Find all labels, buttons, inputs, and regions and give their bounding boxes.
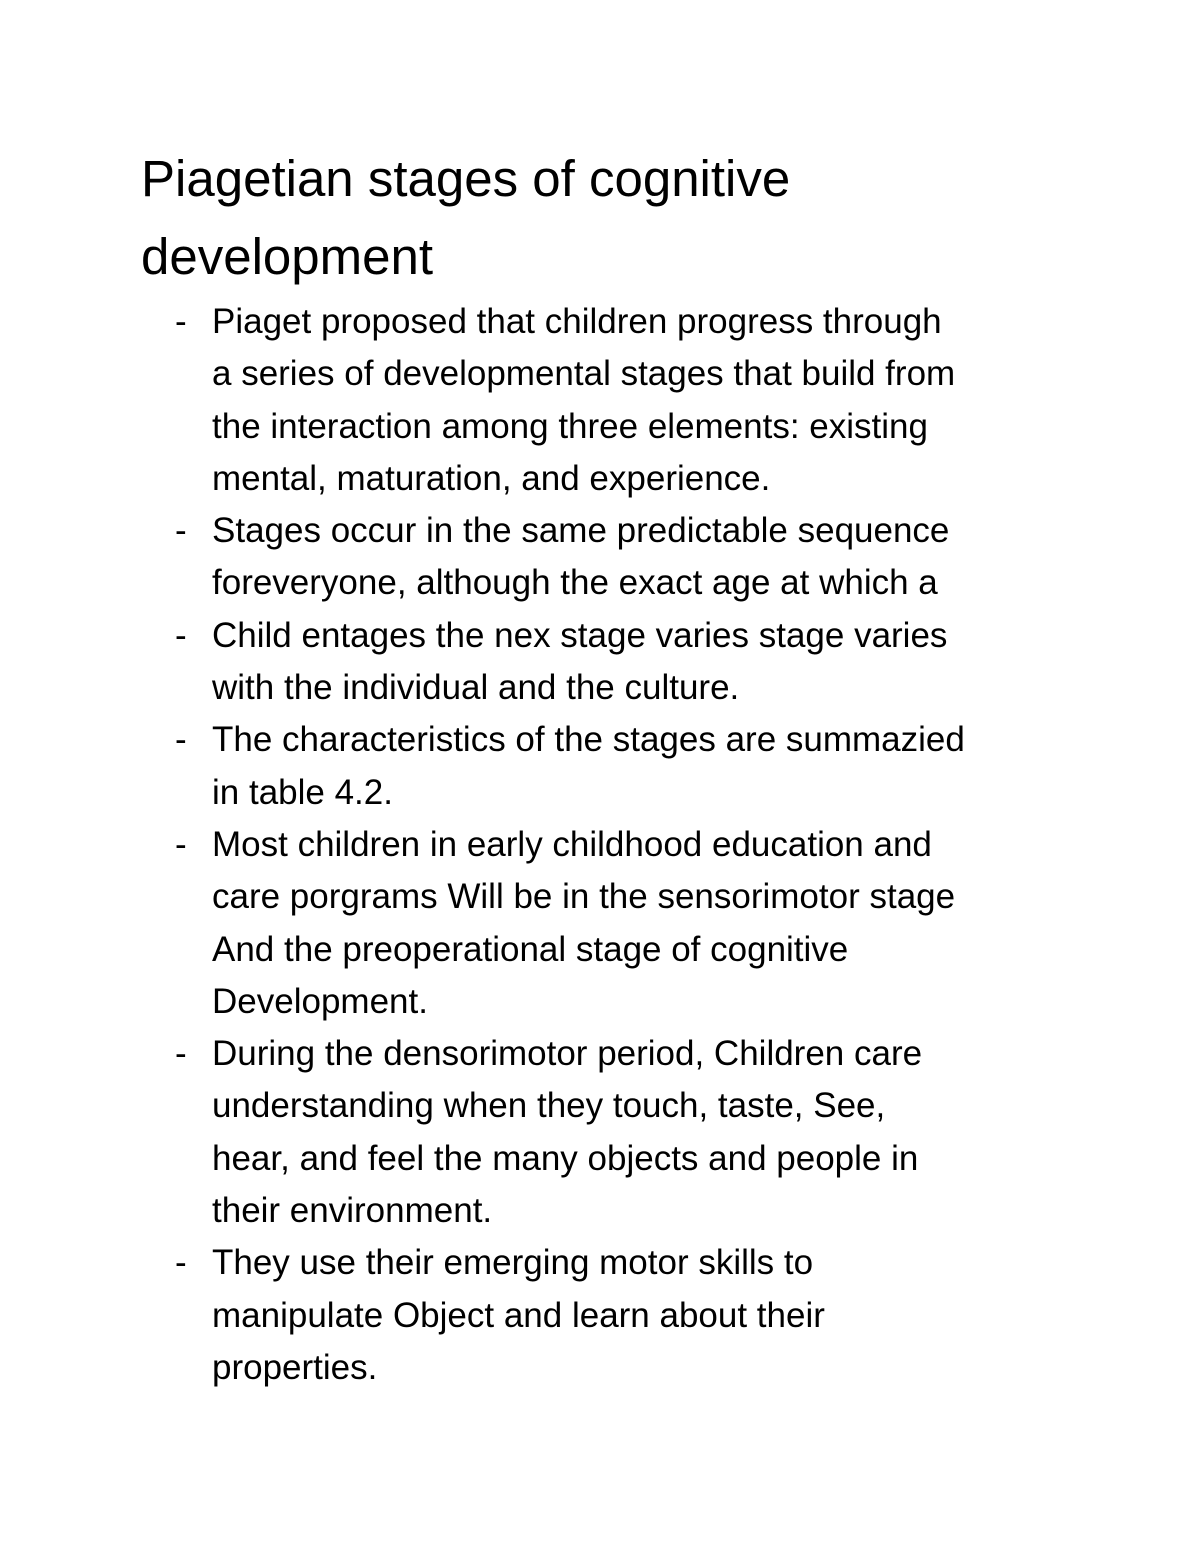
text-line: the interaction among three elements: existing — [212, 406, 928, 446]
text-line: And the preoperational stage of cognitive — [212, 929, 849, 969]
text-line: their environment. — [212, 1191, 493, 1231]
title-line: development — [141, 228, 434, 285]
text-line: with the individual and the culture. — [212, 668, 740, 708]
text-line: mental, maturation, and experience. — [212, 458, 771, 498]
bullet-dash: - — [175, 1034, 187, 1074]
list-item — [175, 296, 1075, 505]
text-line: manipulate Object and learn about their — [212, 1295, 825, 1335]
text-line: Development. — [212, 981, 428, 1021]
text-line: properties. — [212, 1347, 378, 1387]
text-line: care porgrams Will be in the sensorimotor stage — [212, 877, 956, 917]
text-line: a series of developmental stages that build from — [212, 354, 956, 394]
list-item-text — [212, 1237, 1075, 1394]
text-line: in table 4.2. — [212, 772, 393, 812]
list-item-text — [212, 714, 1075, 819]
list-item — [175, 610, 1075, 715]
text-line: Stages occur in the same predictable sequence — [212, 511, 950, 551]
list-item-text — [212, 610, 1075, 715]
text-line: foreveryone, although the exact age at which a — [212, 563, 938, 603]
list-item-text — [212, 296, 1075, 505]
bullet-dash: - — [175, 824, 187, 864]
list-item-text — [212, 505, 1075, 610]
list-item — [175, 1237, 1075, 1394]
text-line: During the densorimotor period, Children care — [212, 1034, 923, 1074]
text-line: Piaget proposed that children progress through — [212, 302, 942, 341]
list-item-text — [212, 819, 1075, 1028]
text-line: Most children in early childhood education and — [212, 824, 932, 864]
notes-bullet-list — [175, 296, 1075, 1394]
text-line: Child entages the nex stage varies stage varies — [212, 615, 948, 655]
bullet-dash: - — [175, 302, 187, 341]
bullet-dash: - — [175, 720, 187, 760]
list-item — [175, 1028, 1075, 1237]
bullet-dash: - — [175, 511, 187, 551]
list-item-text — [212, 1028, 1075, 1237]
list-item — [175, 714, 1075, 819]
text-line: They use their emerging motor skills to — [212, 1243, 814, 1283]
text-line: understanding when they touch, taste, See, — [212, 1086, 886, 1126]
text-line: hear, and feel the many objects and people in — [212, 1138, 919, 1178]
list-item — [175, 819, 1075, 1028]
document-title — [141, 140, 1101, 296]
text-line: The characteristics of the stages are summazied — [212, 720, 965, 760]
bullet-dash: - — [175, 1243, 187, 1283]
list-item — [175, 505, 1075, 610]
bullet-dash: - — [175, 615, 187, 655]
title-line: Piagetian stages of cognitive — [141, 150, 791, 207]
